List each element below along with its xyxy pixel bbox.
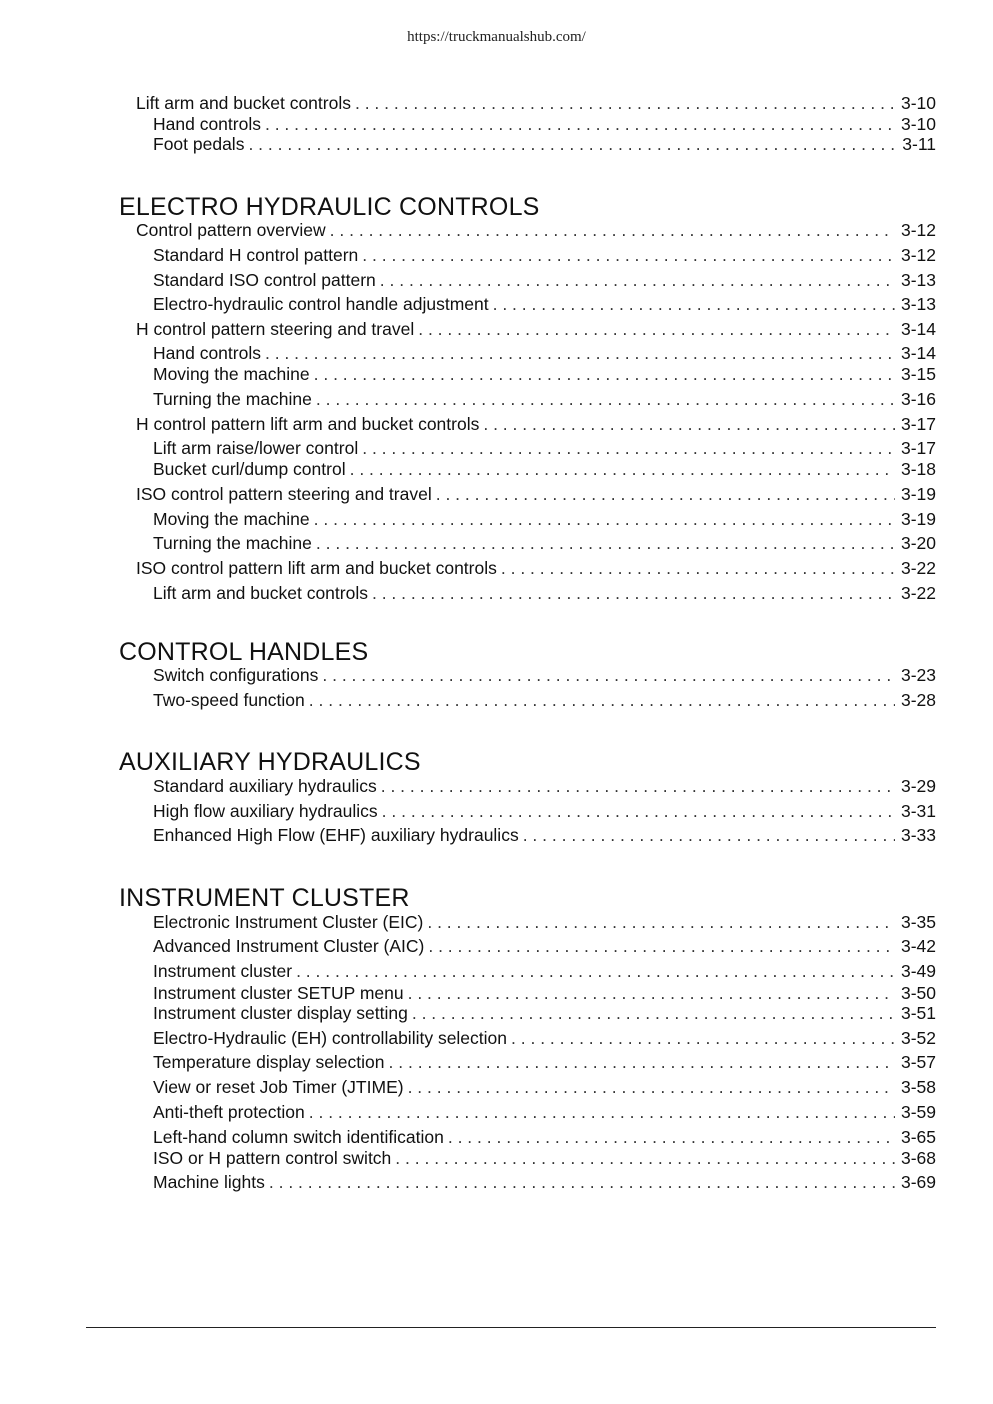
toc-entry-label: ISO control pattern steering and travel	[136, 484, 432, 504]
toc-subentry[interactable]	[153, 244, 936, 266]
toc-subentry[interactable]	[153, 689, 936, 711]
toc-subentry[interactable]	[153, 363, 936, 385]
toc-entry-label: Standard auxiliary hydraulics	[153, 776, 377, 796]
toc-page-number: 3-16	[900, 389, 936, 409]
toc-page-number: 3-12	[900, 245, 936, 265]
toc-page-number: 3-18	[900, 459, 936, 479]
toc-subentry[interactable]	[153, 824, 936, 846]
dot-leader	[418, 318, 895, 340]
header-url[interactable]: https://truckmanualshub.com/	[407, 29, 586, 45]
toc-entry-label: Enhanced High Flow (EHF) auxiliary hydraulics	[153, 825, 519, 845]
toc-entry-label: Instrument cluster SETUP menu	[153, 983, 404, 1003]
dot-leader	[355, 92, 895, 114]
toc-page-number: 3-50	[900, 983, 936, 1003]
dot-leader	[389, 1051, 895, 1073]
toc-entry[interactable]	[136, 92, 936, 114]
toc-page-number: 3-35	[900, 912, 936, 932]
toc-page-number: 3-14	[900, 343, 936, 363]
toc-entry-label: View or reset Job Timer (JTIME)	[153, 1077, 404, 1097]
toc-subentry[interactable]	[153, 1126, 936, 1148]
toc-entry-label: Turning the machine	[153, 389, 312, 409]
toc-entry[interactable]	[136, 557, 936, 579]
toc-page-number: 3-12	[900, 220, 936, 240]
toc-entry-label: Turning the machine	[153, 533, 312, 553]
toc-page-number: 3-28	[900, 690, 936, 710]
toc-page-number: 3-14	[900, 319, 936, 339]
toc-subentry[interactable]	[153, 293, 936, 315]
dot-leader	[408, 1076, 895, 1098]
dot-leader	[322, 664, 895, 686]
toc-page-number: 3-22	[900, 583, 936, 603]
toc-entry[interactable]	[136, 483, 936, 505]
dot-leader	[501, 557, 895, 579]
dot-leader	[372, 582, 895, 604]
dot-leader	[309, 689, 895, 711]
toc-entry-label: Electro-Hydraulic (EH) controllability selection	[153, 1028, 508, 1048]
toc-subentry[interactable]	[153, 113, 936, 135]
dot-leader	[493, 293, 895, 315]
toc-subentry[interactable]	[153, 1171, 936, 1193]
toc-page-number: 3-22	[900, 558, 936, 578]
toc-entry[interactable]	[136, 219, 936, 241]
toc-entry-label: Moving the machine	[153, 509, 310, 529]
toc-subentry[interactable]	[153, 458, 936, 480]
dot-leader	[427, 911, 895, 933]
toc-page-number: 3-23	[900, 665, 936, 685]
toc-subentry[interactable]	[153, 532, 936, 554]
toc-entry-label: Two-speed function	[153, 690, 305, 710]
toc-subentry[interactable]	[153, 269, 936, 291]
dot-leader	[362, 244, 895, 266]
dot-leader	[296, 960, 895, 982]
toc-entry[interactable]	[136, 413, 936, 435]
toc-entry-label: Advanced Instrument Cluster (AIC)	[153, 936, 425, 956]
dot-leader	[309, 1101, 895, 1123]
dot-leader	[380, 269, 895, 291]
dot-leader	[483, 413, 895, 435]
dot-leader	[316, 388, 895, 410]
toc-page-number: 3-13	[900, 270, 936, 290]
toc-page-number: 3-29	[900, 776, 936, 796]
dot-leader	[395, 1147, 895, 1169]
toc-page-number: 3-52	[900, 1028, 936, 1048]
toc-entry-label: Instrument cluster	[153, 961, 293, 981]
toc-entry-label: ISO or H pattern control switch	[153, 1148, 392, 1168]
toc-entry-label: Bucket curl/dump control	[153, 459, 346, 479]
toc-page-number: 3-11	[902, 134, 936, 154]
toc-entry-label: Lift arm raise/lower control	[153, 438, 359, 458]
toc-entry-label: Lift arm and bucket controls	[153, 583, 368, 603]
toc-page-number: 3-20	[900, 533, 936, 553]
dot-leader	[265, 113, 895, 135]
toc-page-number: 3-33	[900, 825, 936, 845]
toc-page-number: 3-15	[900, 364, 936, 384]
toc-subentry[interactable]	[153, 1101, 936, 1123]
toc-entry-label: Standard ISO control pattern	[153, 270, 376, 290]
dot-leader	[381, 775, 895, 797]
toc-entry-label: Left-hand column switch identification	[153, 1127, 444, 1147]
section-heading: ELECTRO HYDRAULIC CONTROLS	[119, 193, 540, 221]
toc-subentry[interactable]	[153, 437, 936, 459]
toc-subentry[interactable]	[153, 1051, 936, 1073]
toc-subentry[interactable]	[153, 133, 936, 155]
toc-subentry[interactable]	[153, 388, 936, 410]
dot-leader	[511, 1027, 895, 1049]
section-heading: AUXILIARY HYDRAULICS	[119, 748, 421, 776]
toc-entry-label: Temperature display selection	[153, 1052, 385, 1072]
toc-subentry[interactable]	[153, 664, 936, 686]
dot-leader	[316, 532, 895, 554]
toc-subentry[interactable]	[153, 982, 936, 1004]
dot-leader	[269, 1171, 895, 1193]
toc-entry-label: Switch configurations	[153, 665, 319, 685]
toc-page-number: 3-57	[900, 1052, 936, 1072]
toc-subentry[interactable]	[153, 960, 936, 982]
toc-page-number: 3-49	[900, 961, 936, 981]
toc-entry-label: ISO control pattern lift arm and bucket controls	[136, 558, 497, 578]
toc-page-number: 3-68	[900, 1148, 936, 1168]
toc-page-number: 3-17	[900, 414, 936, 434]
toc-entry-label: Standard H control pattern	[153, 245, 359, 265]
toc-subentry[interactable]	[153, 1002, 936, 1024]
toc-entry-label: Hand controls	[153, 343, 261, 363]
toc-subentry[interactable]	[153, 1027, 936, 1049]
toc-entry-label: H control pattern steering and travel	[136, 319, 415, 339]
toc-entry-label: Hand controls	[153, 114, 261, 134]
toc-entry-label: Instrument cluster display setting	[153, 1003, 408, 1023]
dot-leader	[382, 800, 895, 822]
toc-subentry[interactable]	[153, 911, 936, 933]
toc-page-number: 3-19	[900, 484, 936, 504]
dot-leader	[362, 437, 895, 459]
toc-entry-label: Electro-hydraulic control handle adjustment	[153, 294, 489, 314]
toc-page-number: 3-69	[900, 1172, 936, 1192]
dot-leader	[248, 133, 896, 155]
toc-subentry[interactable]	[153, 775, 936, 797]
toc-subentry[interactable]	[153, 1147, 936, 1169]
toc-page-number: 3-10	[900, 93, 936, 113]
toc-subentry[interactable]	[153, 582, 936, 604]
toc-subentry[interactable]	[153, 508, 936, 530]
section-heading: CONTROL HANDLES	[119, 638, 369, 666]
section-heading: INSTRUMENT CLUSTER	[119, 884, 410, 912]
toc-entry[interactable]	[136, 318, 936, 340]
toc-subentry[interactable]	[153, 1076, 936, 1098]
dot-leader	[523, 824, 895, 846]
toc-page-number: 3-19	[900, 509, 936, 529]
toc-entry-label: Foot pedals	[153, 134, 245, 154]
dot-leader	[265, 342, 895, 364]
toc-subentry[interactable]	[153, 935, 936, 957]
toc-page-number: 3-31	[900, 801, 936, 821]
toc-entry-label: Anti-theft protection	[153, 1102, 305, 1122]
dot-leader	[408, 982, 895, 1004]
toc-page-number: 3-59	[900, 1102, 936, 1122]
toc-page-number: 3-58	[900, 1077, 936, 1097]
toc-subentry[interactable]	[153, 342, 936, 364]
dot-leader	[330, 219, 895, 241]
toc-page-number: 3-42	[900, 936, 936, 956]
toc-page-number: 3-51	[900, 1003, 936, 1023]
dot-leader	[314, 508, 895, 530]
dot-leader	[448, 1126, 895, 1148]
toc-entry-label: Machine lights	[153, 1172, 265, 1192]
toc-page-number: 3-65	[900, 1127, 936, 1147]
dot-leader	[412, 1002, 895, 1024]
dot-leader	[314, 363, 895, 385]
toc-entry-label: H control pattern lift arm and bucket controls	[136, 414, 480, 434]
toc-entry-label: Control pattern overview	[136, 220, 326, 240]
toc-entry-label: Lift arm and bucket controls	[136, 93, 351, 113]
toc-subentry[interactable]	[153, 800, 936, 822]
dot-leader	[428, 935, 895, 957]
toc-entry-label: Electronic Instrument Cluster (EIC)	[153, 912, 424, 932]
toc-entry-label: Moving the machine	[153, 364, 310, 384]
dot-leader	[436, 483, 895, 505]
toc-entry-label: High flow auxiliary hydraulics	[153, 801, 378, 821]
toc-page-number: 3-13	[900, 294, 936, 314]
footer-rule	[86, 1327, 936, 1328]
toc-page-number: 3-10	[900, 114, 936, 134]
toc-page-number: 3-17	[900, 438, 936, 458]
dot-leader	[350, 458, 895, 480]
